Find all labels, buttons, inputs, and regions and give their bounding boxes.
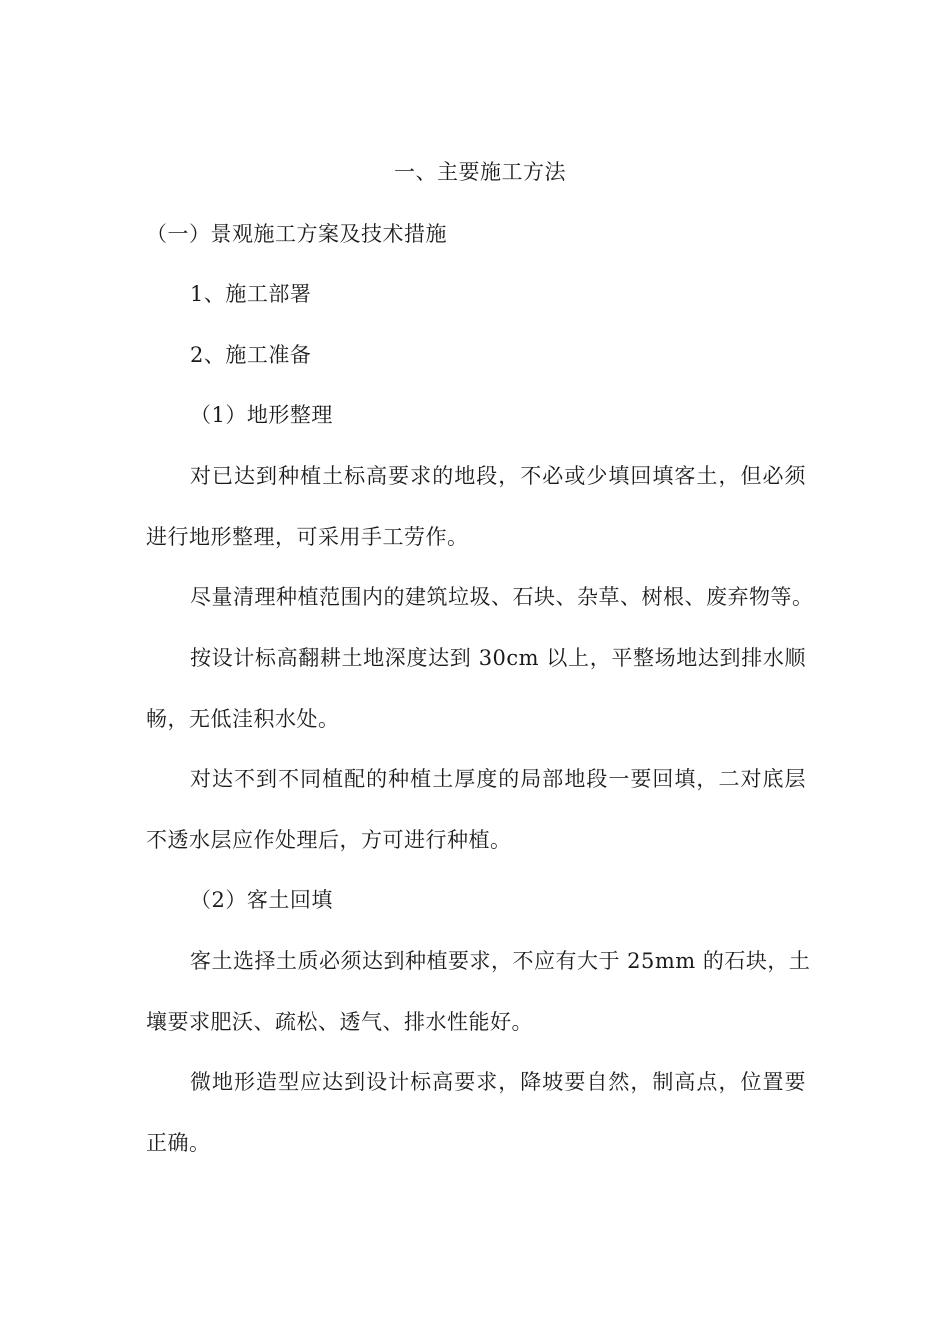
paragraph-line: 尽量清理种植范围内的建筑垃圾、石块、杂草、树根、废弃物等。 [190, 585, 814, 609]
paragraph-line: 正确。 [146, 1131, 211, 1155]
section-heading: （一）景观施工方案及技术措施 [146, 222, 447, 246]
item-heading-deployment: 1、施工部署 [190, 282, 312, 306]
paragraph-line: 微地形造型应达到设计标高要求，降坡要自然，制高点，位置要 [190, 1070, 806, 1094]
paragraph-line: 不透水层应作处理后，方可进行种植。 [146, 828, 512, 852]
paragraph-line: 进行地形整理，可采用手工劳作。 [146, 525, 469, 549]
subheading-backfill: （2）客土回填 [190, 888, 333, 912]
item-heading-preparation: 2、施工准备 [190, 343, 312, 367]
paragraph-line: 对达不到不同植配的种植土厚度的局部地段一要回填，二对底层 [190, 767, 806, 791]
paragraph-line: 对已达到种植土标高要求的地段，不必或少填回填客土，但必须 [190, 464, 806, 488]
paragraph-line: 客土选择土质必须达到种植要求，不应有大于 25mm 的石块，土 [190, 949, 811, 973]
paragraph-line: 按设计标高翻耕土地深度达到 30cm 以上，平整场地达到排水顺 [190, 646, 806, 670]
paragraph-line: 壤要求肥沃、疏松、透气、排水性能好。 [146, 1010, 533, 1034]
paragraph-line: 畅，无低洼积水处。 [146, 707, 340, 731]
subheading-terrain: （1）地形整理 [190, 403, 333, 427]
page-title: 一、主要施工方法 [394, 160, 566, 184]
